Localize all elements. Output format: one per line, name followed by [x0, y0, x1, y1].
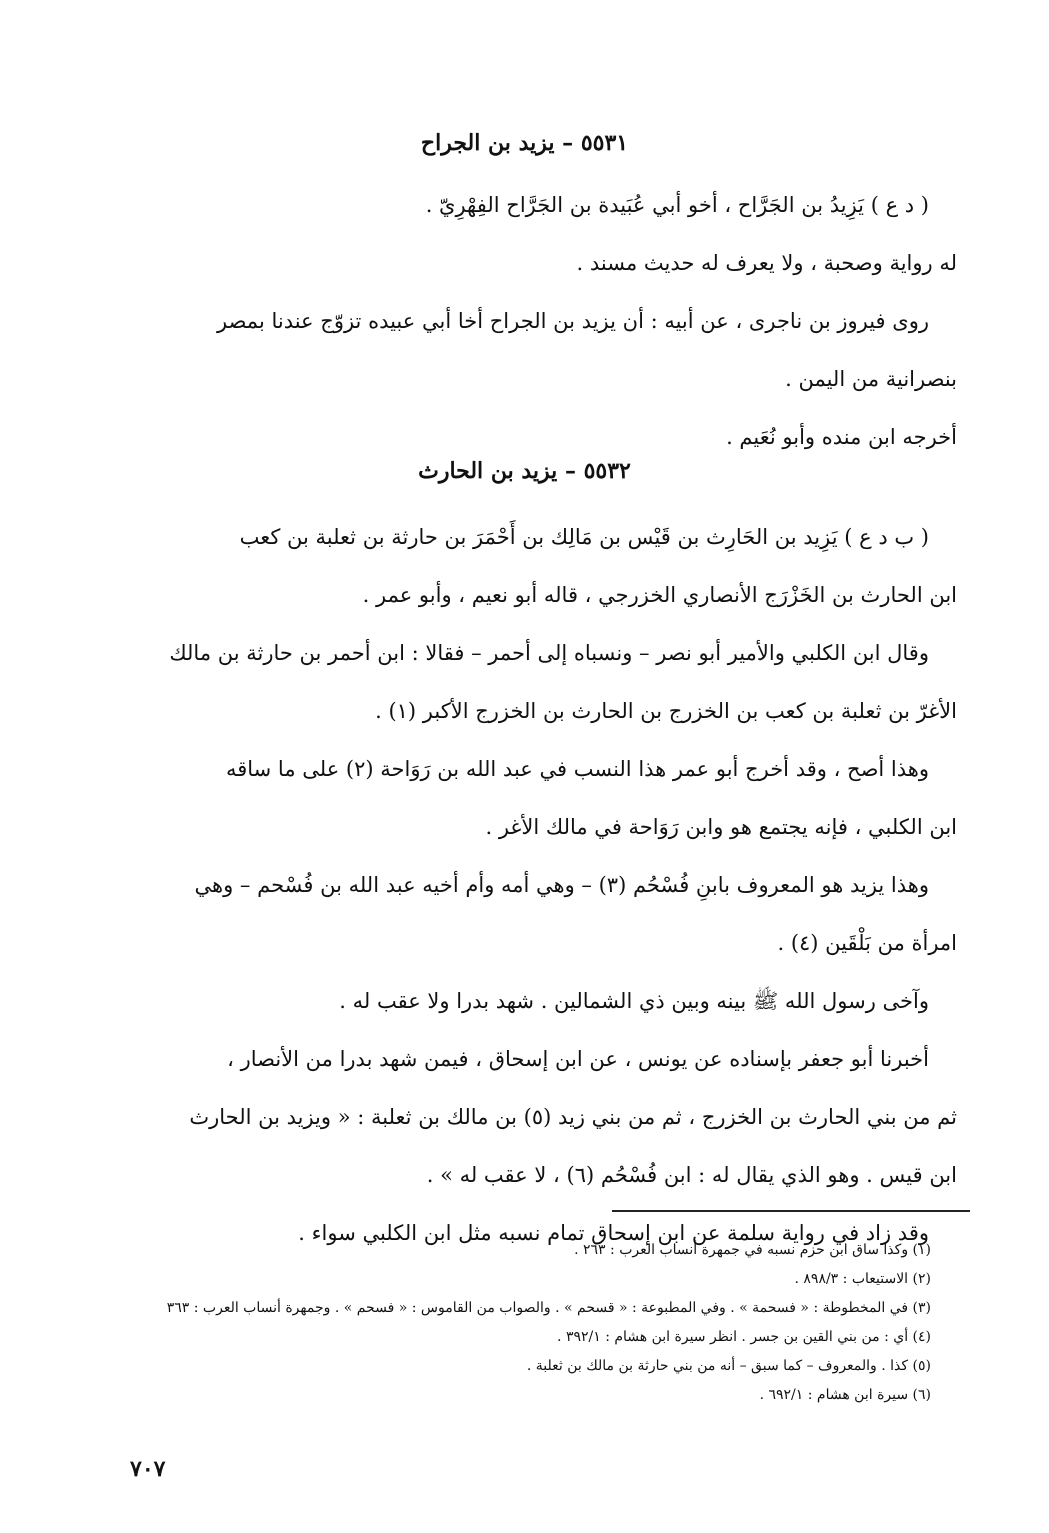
paragraph-line: ابن الحارث بن الخَزْرَج الأنصاري الخزرجي ، قاله أبو نعيم ، وأبو عمر .	[362, 583, 957, 607]
footnote-item: (٦) سيرة ابن هشام : ٦٩٢/١ .	[759, 1387, 931, 1403]
paragraph-line: روى فيروز بن ناجرى ، عن أبيه : أن يزيد بن الجراح أخا أبي عبيده تزوّج عندنا بمصر	[217, 309, 929, 333]
paragraph-line: وهذا أصح ، وقد أخرج أبو عمر هذا النسب في عبد الله بن رَوَاحة (٢) على ما ساقه	[225, 757, 929, 781]
paragraph-line: وقد زاد في رواية سلمة عن ابن إسحاق تمام نسبه مثل ابن الكلبي سواء .	[298, 1221, 929, 1245]
footnote-item: (٤) أي : من بني القين بن جسر . انظر سيرة ابن هشام : ٣٩٢/١ .	[557, 1329, 931, 1345]
entry-heading-5532: ٥٥٣٢ – يزيد بن الحارث	[418, 458, 631, 484]
paragraph-line: ( د ع ) يَزِيدُ بن الجَرَّاح ، أخو أبي عُبَيدة بن الجَرَّاح الفِهْرِيّ .	[425, 193, 929, 217]
footnotes	[101, 1236, 931, 1410]
footnote-divider	[612, 1210, 970, 1212]
paragraph-line: ثم من بني الحارث بن الخزرج ، ثم من بني زيد (٥) بن مالك بن ثعلبة : « ويزيد بن الحارث	[189, 1105, 957, 1129]
paragraph-line: وقال ابن الكلبي والأمير أبو نصر – ونسباه إلى أحمر – فقالا : ابن أحمر بن حارثة بن مالك	[169, 641, 929, 665]
footnote-item: (١) وكذا ساق ابن حزم نسبه في جمهرة أنساب العرب : ٢٦٣ .	[574, 1242, 931, 1258]
entry-heading-5531: ٥٥٣١ – يزيد بن الجراح	[420, 130, 629, 156]
paragraph-line: أخبرنا أبو جعفر بإسناده عن يونس ، عن ابن إسحاق ، فيمن شهد بدرا من الأنصار ،	[227, 1047, 929, 1071]
paragraph-line: أخرجه ابن منده وأبو نُعَيم .	[726, 425, 957, 449]
page-number: ٧٠٧	[130, 1456, 166, 1482]
paragraph-line: الأغرّ بن ثعلبة بن كعب بن الخزرج بن الحارث بن الخزرج الأكبر (١) .	[375, 699, 957, 723]
paragraph-line: ابن الكلبي ، فإنه يجتمع هو وابن رَوَاحة في مالك الأغر .	[485, 815, 957, 839]
paragraph-line: بنصرانية من اليمن .	[785, 367, 957, 391]
paragraph-line: له رواية وصحبة ، ولا يعرف له حديث مسند .	[576, 251, 957, 275]
paragraph-line: وآخى رسول الله ﷺ بينه وبين ذي الشمالين . شهد بدرا ولا عقب له .	[339, 989, 929, 1013]
paragraph-line: ابن قيس . وهو الذي يقال له : ابن فُسْحُم (٦) ، لا عقب له » .	[426, 1163, 957, 1187]
footnote-item: (٥) كذا . والمعروف – كما سبق – أنه من بني حارثة بن مالك بن ثعلبة .	[526, 1358, 931, 1374]
entry-5532-body	[92, 508, 957, 1262]
entry-5531-body	[92, 176, 957, 466]
paragraph-line: ( ب د ع ) يَزِيد بن الحَارِث بن قَيْس بن مَالِك بن أَحْمَرَ بن حارثة بن ثعلبة بن كعب	[239, 525, 929, 549]
footnote-item: (٢) الاستيعاب : ٨٩٨/٣ .	[794, 1271, 931, 1287]
footnote-item: (٣) في المخطوطة : « فسحمة » . وفي المطبوعة : « قسحم » . والصواب من القاموس : « فسحم » . وجمهرة أنساب العرب : ٣٦٣	[166, 1300, 931, 1316]
paragraph-line: امرأة من بَلْقَين (٤) .	[777, 931, 957, 955]
paragraph-line: وهذا يزيد هو المعروف بابنِ فُسْحُم (٣) – وهي أمه وأم أخيه عبد الله بن فُسْحم – وهي	[194, 873, 929, 897]
